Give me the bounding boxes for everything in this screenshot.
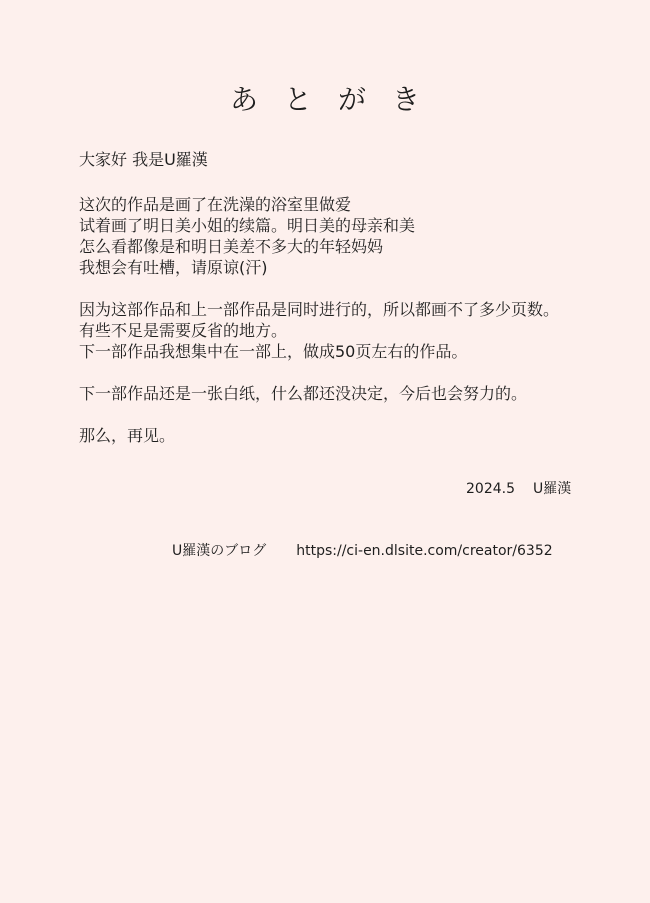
text-line: 下一部作品还是一张白纸，什么都还没决定，今后也会努力的。	[79, 384, 528, 403]
title-char: と	[283, 83, 312, 116]
farewell-paragraph	[79, 425, 649, 446]
title-char: き	[392, 83, 421, 116]
page-title	[0, 78, 650, 118]
text-line: 试着画了明日美小姐的续篇。明日美的母亲和美	[79, 216, 416, 235]
text-line: 大家好 我是U羅漢	[79, 150, 208, 169]
text-line: 下一部作品我想集中在一部上，做成50页左右的作品。	[79, 342, 468, 361]
signature	[466, 478, 571, 498]
text-line: 这次的作品是画了在洗澡的浴室里做爱	[79, 195, 352, 214]
story-paragraph	[79, 194, 649, 278]
greeting-paragraph	[79, 149, 649, 170]
blog-label: U羅漢のブログ	[172, 543, 267, 559]
production-paragraph	[79, 299, 649, 362]
text-line: 我想会有吐槽，请原谅(汗)	[79, 258, 268, 277]
text-line: 怎么看都像是和明日美差不多大的年轻妈妈	[79, 237, 384, 256]
blog-url: https://ci-en.dlsite.com/creator/6352	[296, 543, 553, 559]
text-line: 有些不足是需要反省的地方。	[79, 321, 288, 340]
signature-author: U羅漢	[533, 481, 572, 497]
blog-credit	[172, 540, 553, 560]
text-line: 那么，再见。	[79, 426, 176, 445]
title-char: が	[338, 83, 367, 116]
title-char: あ	[229, 83, 258, 116]
signature-date: 2024.5	[466, 481, 515, 497]
text-line: 因为这部作品和上一部作品是同时进行的，所以都画不了多少页数。	[79, 300, 560, 319]
next-work-paragraph	[79, 383, 649, 404]
